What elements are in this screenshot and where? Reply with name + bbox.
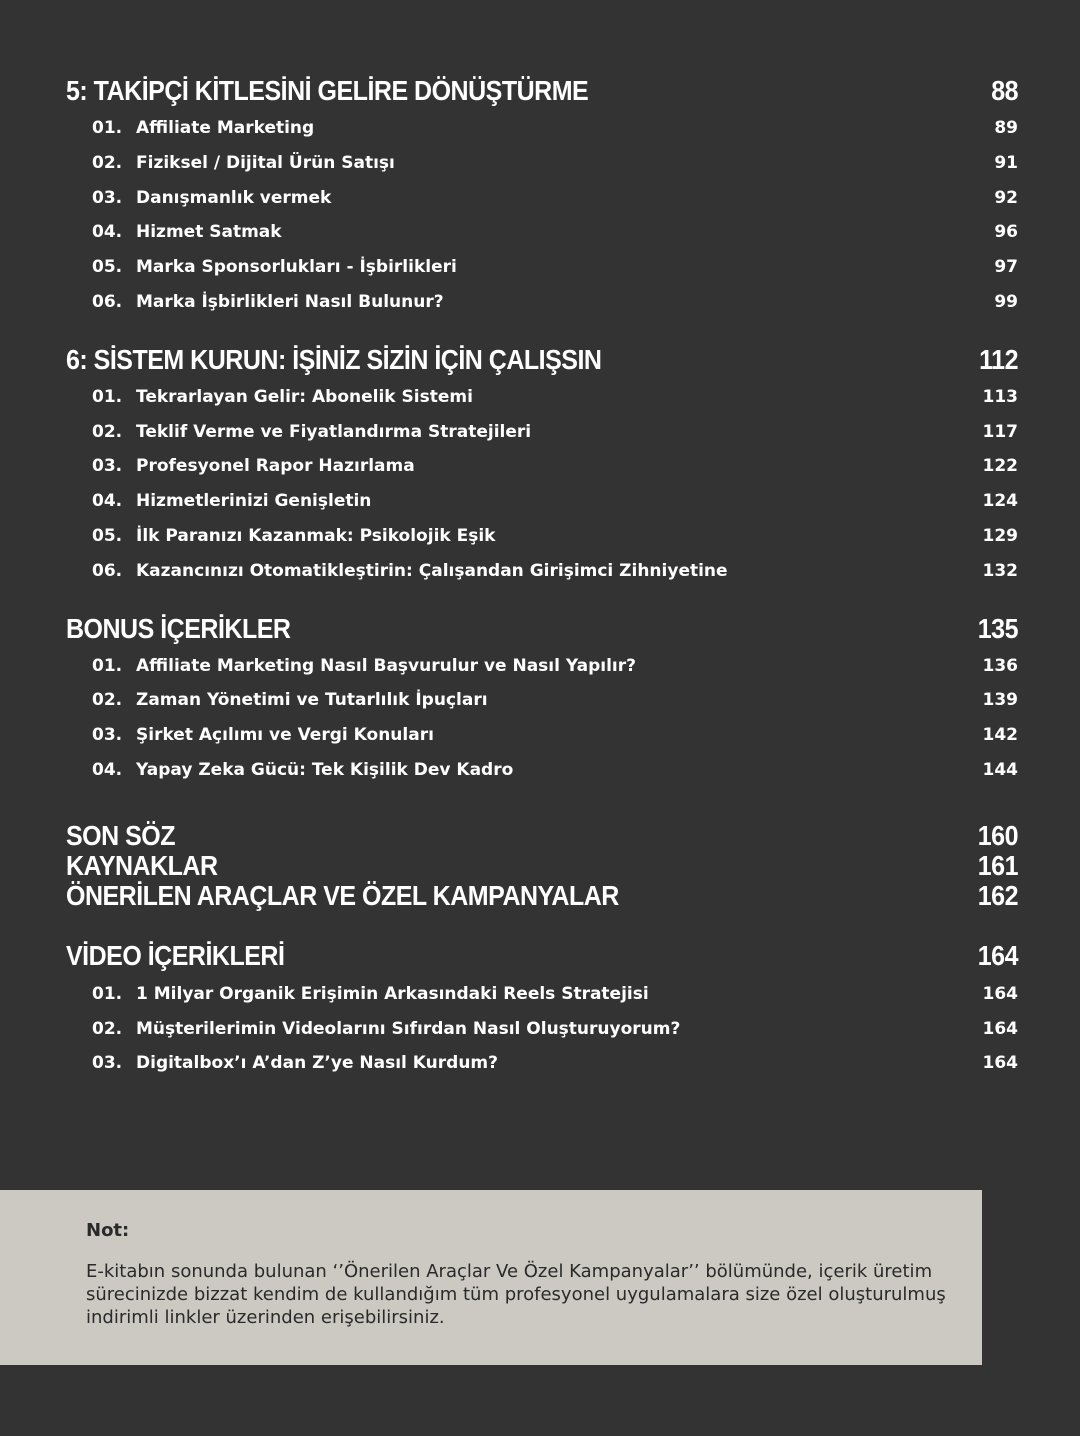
item-page-number: 139 [982,690,1018,710]
toc-item [92,654,1018,678]
toc-item [92,982,1018,1006]
item-page-number: 97 [994,257,1018,277]
toc-item [92,151,1018,175]
toc-item [92,723,1018,747]
item-number: 01. [92,118,123,138]
section-page-number: 164 [977,940,1018,972]
item-page-number: 99 [994,292,1018,312]
item-label: Marka Sponsorlukları - İşbirlikleri [136,257,457,277]
item-number: 01. [92,984,123,1004]
section-title-text: 6: SİSTEM KURUN: İŞİNİZ SİZİN İÇİN ÇALIŞSIN [66,344,602,376]
section-page-number: 135 [977,613,1018,645]
section-title-text: VİDEO İÇERİKLERİ [66,940,285,972]
section-title [66,879,1018,913]
item-label: Affiliate Marketing [136,118,315,138]
item-number: 04. [92,222,123,242]
section-title [66,343,1018,377]
item-page-number: 129 [982,526,1018,546]
item-label: Fiziksel / Dijital Ürün Satışı [136,153,395,173]
item-label: Tekrarlayan Gelir: Abonelik Sistemi [136,387,473,407]
item-page-number: 122 [982,456,1018,476]
section-title-text: KAYNAKLAR [66,850,218,882]
item-label: Marka İşbirlikleri Nasıl Bulunur? [136,292,444,312]
toc-item [92,454,1018,478]
item-page-number: 164 [982,1019,1018,1039]
toc-item [92,559,1018,583]
item-label: Hizmetlerinizi Genişletin [136,491,372,511]
item-number: 03. [92,188,123,208]
item-page-number: 164 [982,1053,1018,1073]
item-label: Teklif Verme ve Fiyatlandırma Stratejileri [136,422,532,442]
item-number: 02. [92,153,123,173]
item-label: Danışmanlık vermek [136,188,332,208]
note-title: Not: [86,1220,130,1241]
item-number: 05. [92,526,123,546]
toc-item [92,186,1018,210]
item-label: Profesyonel Rapor Hazırlama [136,456,415,476]
item-page-number: 91 [994,153,1018,173]
section-title [66,819,1018,853]
section-title-text: ÖNERİLEN ARAÇLAR VE ÖZEL KAMPANYALAR [66,880,619,912]
item-page-number: 164 [982,984,1018,1004]
toc-item [92,1017,1018,1041]
item-number: 02. [92,690,123,710]
item-label: Affiliate Marketing Nasıl Başvurulur ve Nasıl Yapılır? [136,656,636,676]
section-page-number: 161 [977,850,1018,882]
toc-item [92,524,1018,548]
section-title [66,939,1018,973]
toc-item [92,385,1018,409]
section-page-number: 88 [991,75,1018,107]
item-number: 04. [92,760,123,780]
item-label: Digitalbox’ı A’dan Z’ye Nasıl Kurdum? [136,1053,499,1073]
item-number: 02. [92,1019,123,1039]
toc-item [92,220,1018,244]
item-page-number: 136 [982,656,1018,676]
item-page-number: 92 [994,188,1018,208]
item-number: 03. [92,1053,123,1073]
item-number: 05. [92,257,123,277]
item-label: Hizmet Satmak [136,222,282,242]
item-page-number: 117 [982,422,1018,442]
item-label: Müşterilerimin Videolarını Sıfırdan Nasıl Oluşturuyorum? [136,1019,681,1039]
item-label: Kazancınızı Otomatikleştirin: Çalışandan Girişimci Zihniyetine [136,561,728,581]
section-title [66,612,1018,646]
item-number: 01. [92,656,123,676]
item-page-number: 142 [982,725,1018,745]
section-title [66,74,1018,108]
item-label: 1 Milyar Organik Erişimin Arkasındaki Reels Stratejisi [136,984,649,1004]
section-title-text: 5: TAKİPÇİ KİTLESİNİ GELİRE DÖNÜŞTÜRME [66,75,589,107]
item-number: 03. [92,725,123,745]
toc-item [92,688,1018,712]
item-number: 06. [92,561,123,581]
item-page-number: 144 [982,760,1018,780]
item-page-number: 113 [982,387,1018,407]
item-label: Yapay Zeka Gücü: Tek Kişilik Dev Kadro [136,760,514,780]
item-number: 06. [92,292,123,312]
item-label: Zaman Yönetimi ve Tutarlılık İpuçları [136,690,488,710]
toc-item [92,255,1018,279]
section-title [66,849,1018,883]
item-number: 02. [92,422,123,442]
item-page-number: 96 [994,222,1018,242]
item-label: Şirket Açılımı ve Vergi Konuları [136,725,434,745]
toc-item [92,1051,1018,1075]
toc-item [92,290,1018,314]
section-title-text: BONUS İÇERİKLER [66,613,291,645]
item-number: 04. [92,491,123,511]
note-body: E-kitabın sonunda bulunan ‘’Önerilen Araçlar Ve Özel Kampanyalar’’ bölümünde, içerik üretim sürecinizde bizzat kendim de kullandığım tüm profesyonel uygulamalara size özel oluşturulmuş indirimli linkler üzerinden erişebilirsiniz. [86,1261,946,1328]
section-page-number: 112 [979,344,1018,376]
section-title-text: SON SÖZ [66,820,176,852]
section-page-number: 162 [977,880,1018,912]
section-page-number: 160 [977,820,1018,852]
item-number: 03. [92,456,123,476]
item-number: 01. [92,387,123,407]
item-page-number: 132 [982,561,1018,581]
toc-item [92,420,1018,444]
toc-item [92,758,1018,782]
item-page-number: 124 [982,491,1018,511]
toc-item [92,489,1018,513]
item-label: İlk Paranızı Kazanmak: Psikolojik Eşik [136,526,496,546]
item-page-number: 89 [994,118,1018,138]
note-box [0,1190,982,1365]
toc-item [92,116,1018,140]
